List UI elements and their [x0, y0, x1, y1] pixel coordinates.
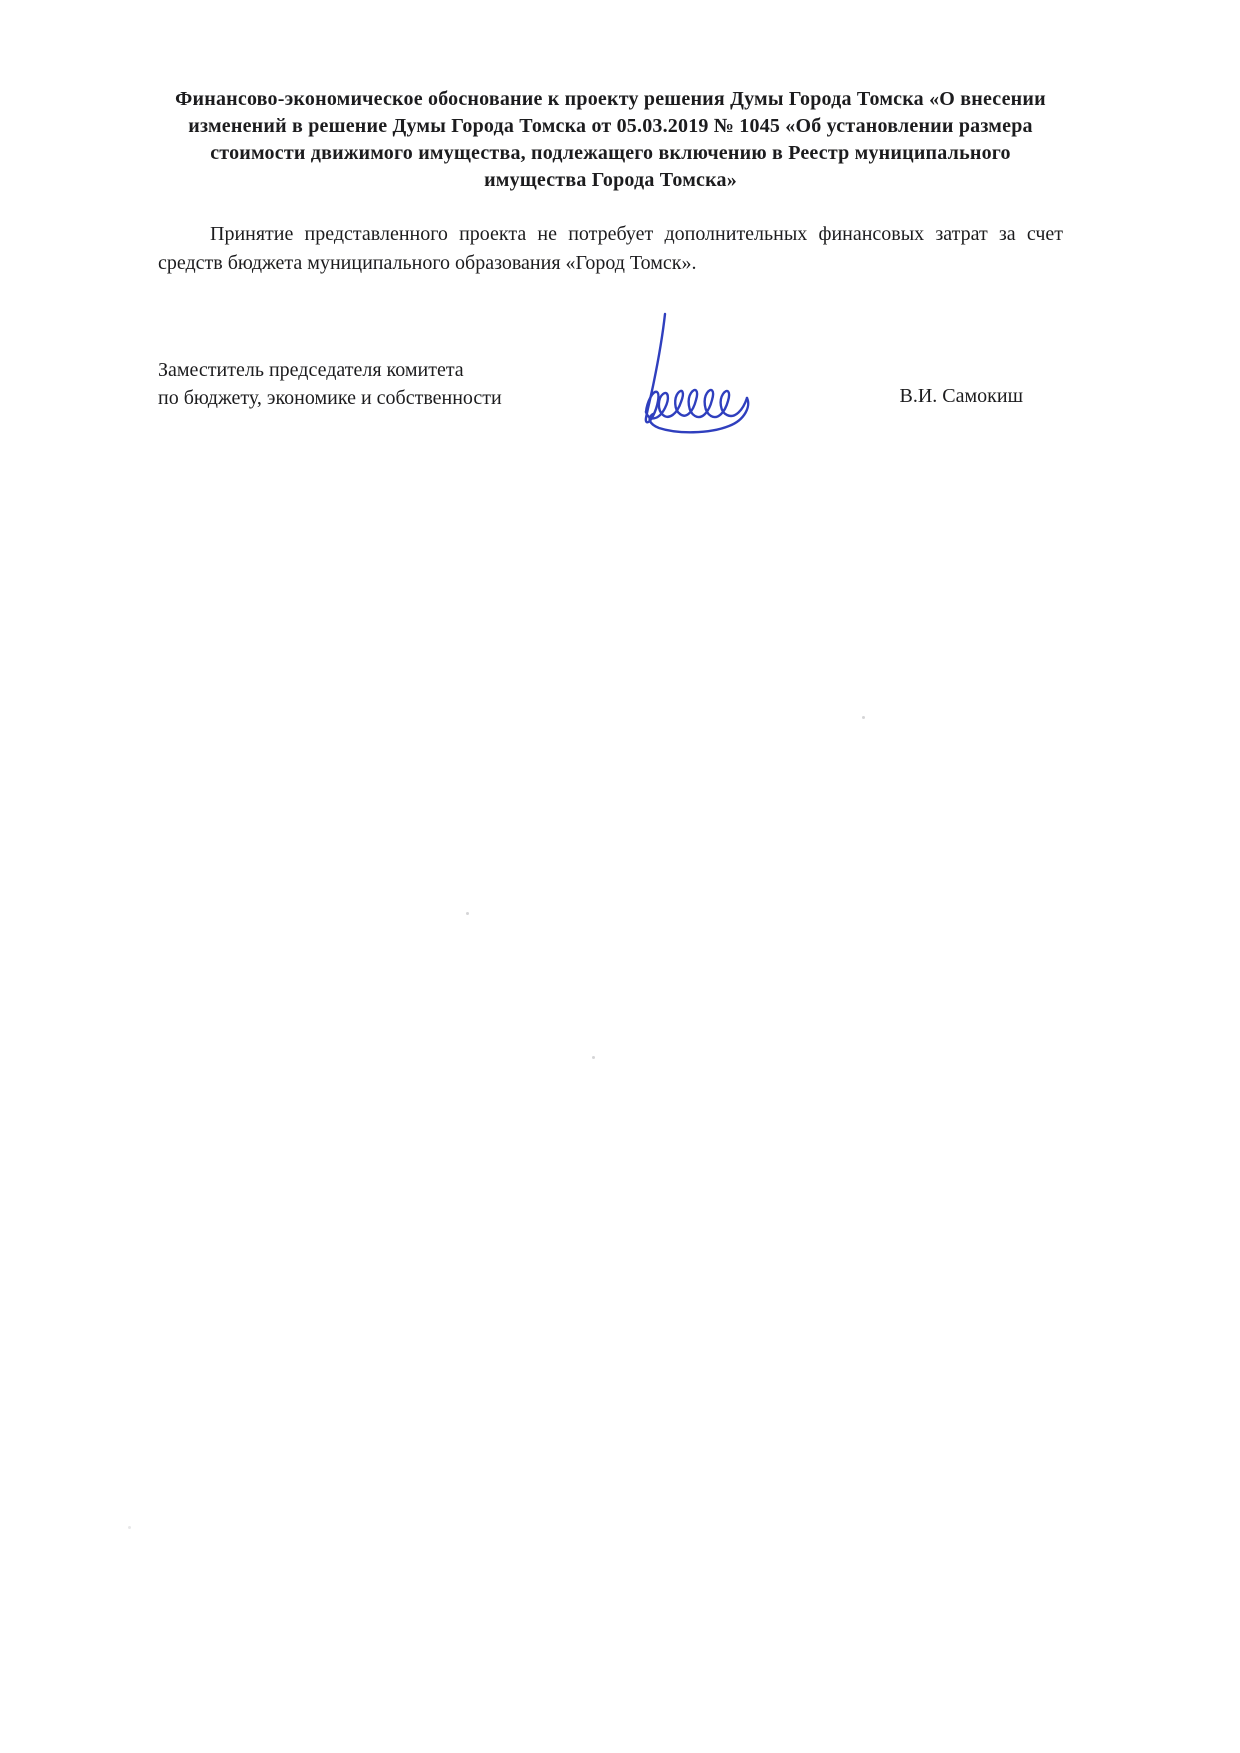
scan-artifact-dot [592, 1056, 595, 1059]
scan-artifact-dot [466, 912, 469, 915]
signature-block [158, 350, 1063, 470]
scan-artifact-dot [128, 1526, 131, 1529]
signatory-position-line1: Заместитель председателя комитета [158, 359, 464, 381]
document-body-paragraph: Принятие представленного проекта не потребует дополнительных финансовых затрат за счет средств бюджета муниципального образования «Город Томск». [158, 223, 1063, 274]
scan-artifact-dot [862, 716, 865, 719]
signatory-position-line2: по бюджету, экономике и собственности [158, 387, 502, 409]
handwritten-signature-icon [613, 302, 773, 452]
signatory-position [158, 356, 578, 412]
document-title: Финансово-экономическое обоснование к проекту решения Думы Города Томска «О внесении изменений в решение Думы Города Томска от 05.03.2019 № 1045 «Об установлении размера стоимости движимого имущества, подлежащего включению в Реестр муниципального имущества Города Томска» [175, 88, 1046, 191]
signatory-name: В.И. Самокиш [899, 385, 1023, 407]
